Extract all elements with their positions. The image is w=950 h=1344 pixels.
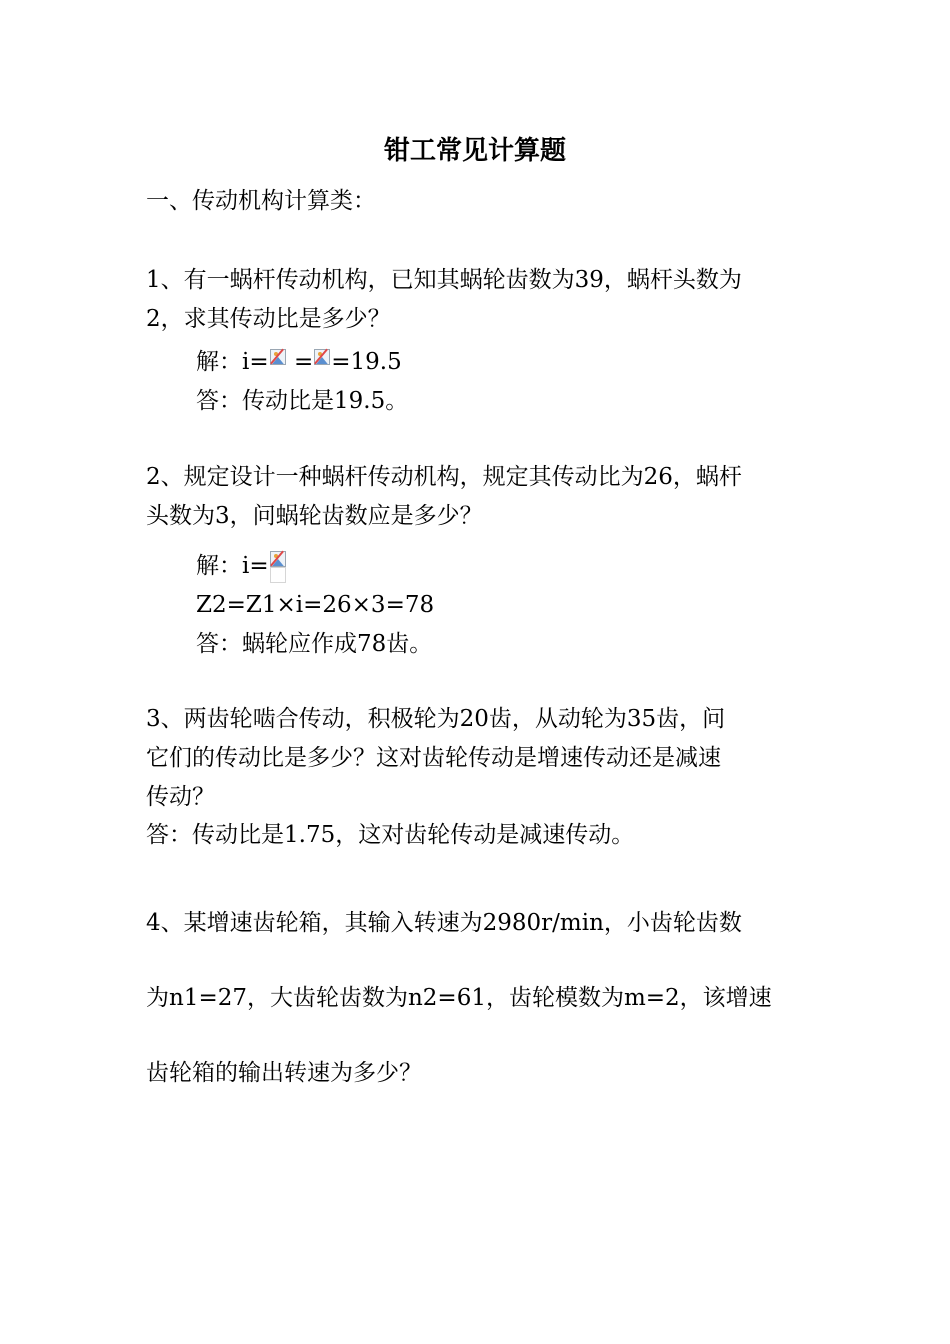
problem-2-line-2: 头数为3，问蜗轮齿数应是多少？: [146, 503, 483, 529]
problem-3-answer: 答：传动比是1.75，这对齿轮传动是减速传动。: [146, 822, 635, 848]
problem-2-line-1: 2、规定设计一种蜗杆传动机构，规定其传动比为26，蜗杆: [146, 464, 742, 490]
problem-2-calc: Z2=Z1×i=26×3=78: [196, 592, 435, 618]
solution-prefix: 解：i=: [196, 553, 269, 579]
problem-3-line-1: 3、两齿轮啮合传动，积极轮为20齿，从动轮为35齿，问: [146, 706, 726, 732]
problem-1-answer: 答：传动比是19.5。: [196, 388, 409, 414]
page-title: 钳工常见计算题: [383, 136, 566, 166]
broken-image-icon: [270, 551, 286, 583]
problem-4-line-1: 4、某增速齿轮箱，其输入转速为2980r/min，小齿轮齿数: [146, 910, 742, 936]
broken-image-icon: [270, 349, 286, 371]
problem-1-solution: [196, 347, 402, 377]
problem-1-line-1: 1、有一蜗杆传动机构，已知其蜗轮齿数为39，蜗杆头数为: [146, 267, 742, 293]
problem-1-line-2: 2，求其传动比是多少？: [146, 306, 391, 332]
problem-2-solution: [196, 551, 287, 583]
problem-2-answer: 答：蜗轮应作成78齿。: [196, 631, 433, 657]
broken-image-icon: [314, 349, 330, 371]
problem-3-line-3: 传动？: [146, 784, 215, 810]
problem-3-line-2: 它们的传动比是多少？这对齿轮传动是增速传动还是减速: [146, 745, 721, 771]
problem-4-line-2: 为n1=27，大齿轮齿数为n2=61，齿轮模数为m=2，该增速: [146, 985, 772, 1011]
solution-tail: =19.5: [331, 349, 402, 375]
problem-4-line-3: 齿轮箱的输出转速为多少？: [146, 1060, 422, 1086]
solution-prefix: 解：i=: [196, 349, 269, 375]
solution-mid: =: [286, 349, 314, 375]
section-heading: 一、传动机构计算类：: [146, 188, 376, 214]
